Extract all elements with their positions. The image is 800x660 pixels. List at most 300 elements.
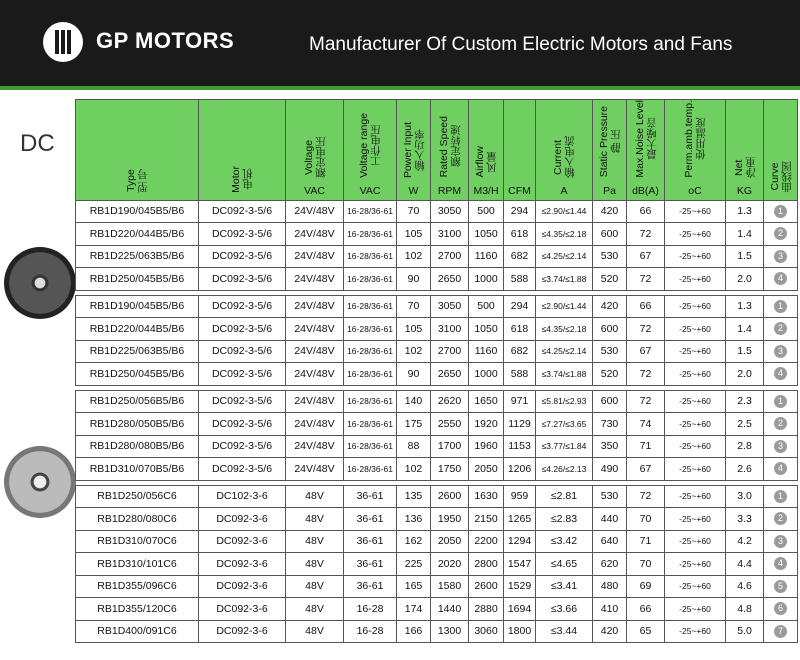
table-cell: DC092-3-6 [199,508,286,531]
table-cell: 3100 [431,318,469,341]
column-header-title: Type [125,169,137,193]
table-cell: DC092-3-5/6 [199,413,286,436]
table-cell: 105 [397,318,431,341]
table-cell: DC092-3-6 [199,598,286,621]
column-header-title: Motor [230,165,242,193]
table-cell: 2800 [469,553,504,576]
table-cell: RB1D190/045B5/B6 [76,295,199,318]
table-cell [764,575,798,598]
table-row [76,200,798,223]
brand-name: GP MOTORS [96,28,235,53]
table-cell: 1000 [469,268,504,291]
table-body [76,200,798,643]
table-cell: 3.0 [726,485,764,508]
table-cell: 682 [504,340,536,363]
table-cell: 420 [593,200,627,223]
table-cell: 500 [469,295,504,318]
column-header-title: Power Input [401,121,414,178]
table-row [76,413,798,436]
table-cell: -25~+60 [665,553,726,576]
table-row [76,620,798,643]
table-row [76,340,798,363]
table-cell: 24V/48V [286,413,344,436]
fan-image [4,247,76,319]
table-cell: 1153 [504,435,536,458]
table-cell: 48V [286,530,344,553]
table-cell [764,413,798,436]
table-cell: 2700 [431,245,469,268]
table-cell: 16-28/36-61 [344,223,397,246]
column-header-cn: 工作电压 [370,124,382,167]
table-cell: 1160 [469,245,504,268]
table-cell: 72 [627,318,665,341]
table-cell: 294 [504,295,536,318]
table-cell: ≤3.41 [536,575,593,598]
curve-number-icon: 2 [774,417,787,430]
table-cell: 600 [593,318,627,341]
column-header-label [230,166,254,193]
table-cell: 66 [627,598,665,621]
table-cell: ≤2.90/≤1.44 [536,295,593,318]
table-cell: 1950 [431,508,469,531]
table-cell: ≤4.26/≤2.13 [536,458,593,481]
table-cell: 3.3 [726,508,764,531]
table-row [76,318,798,341]
table-row [76,363,798,386]
table-cell: DC092-3-5/6 [199,435,286,458]
table-cell: -25~+60 [665,340,726,363]
column-unit: Pa [603,184,616,197]
column-header-label [598,106,622,177]
table-cell: 3050 [431,200,469,223]
table-cell: 420 [593,620,627,643]
table-cell: RB1D250/056C6 [76,485,199,508]
table-cell: 2.5 [726,413,764,436]
table-cell [764,390,798,413]
table-cell: 74 [627,413,665,436]
table-cell: 2880 [469,598,504,621]
table-cell: 4.6 [726,575,764,598]
table-cell: 1920 [469,413,504,436]
table-cell: ≤3.77/≤1.84 [536,435,593,458]
table-cell [764,340,798,363]
column-header-cn: 使用温度 [695,117,707,160]
table-cell: RB1D310/101C6 [76,553,199,576]
table-cell [764,363,798,386]
table-cell: 140 [397,390,431,413]
table-cell: ≤3.66 [536,598,593,621]
table-cell: RB1D220/044B5/B6 [76,223,199,246]
table-cell: 1547 [504,553,536,576]
table-cell [764,268,798,291]
table-cell: 1050 [469,318,504,341]
table-row [76,508,798,531]
table-cell: 588 [504,268,536,291]
table-row [76,530,798,553]
table-cell: ≤4.25/≤2.14 [536,245,593,268]
table-cell: 4.2 [726,530,764,553]
table-cell: RB1D355/096C6 [76,575,199,598]
table-cell: 16-28/36-61 [344,268,397,291]
column-unit: M3/H [473,184,499,197]
table-cell: 90 [397,363,431,386]
table-cell: 65 [627,620,665,643]
table-cell: 72 [627,363,665,386]
column-header-cn: 风量 [486,151,498,173]
column-header [665,100,726,201]
table-cell: 618 [504,223,536,246]
column-header-title: Current [552,139,564,175]
table-cell: RB1D225/063B5/B6 [76,340,199,363]
table-cell: 640 [593,530,627,553]
table-cell: 1750 [431,458,469,481]
table-row [76,223,798,246]
table-cell: -25~+60 [665,390,726,413]
table-cell: 4.8 [726,598,764,621]
table-cell: DC092-3-5/6 [199,340,286,363]
table-cell: 1.3 [726,295,764,318]
table-cell: 682 [504,245,536,268]
table-cell: 350 [593,435,627,458]
table-cell [764,435,798,458]
curve-number-icon: 6 [774,602,787,615]
table-cell: 1800 [504,620,536,643]
spec-table [75,99,798,643]
table-cell: ≤4.35/≤2.18 [536,318,593,341]
table-cell: DC092-3-6 [199,530,286,553]
table-cell: -25~+60 [665,200,726,223]
table-cell: 72 [627,223,665,246]
table-row [76,575,798,598]
column-header-title: Net [732,158,745,176]
table-cell: ≤3.42 [536,530,593,553]
column-header-cn: 最大噪音 [645,117,658,160]
table-cell: -25~+60 [665,435,726,458]
table-cell: ≤3.74/≤1.88 [536,268,593,291]
table-cell: 162 [397,530,431,553]
table-cell: DC102-3-6 [199,485,286,508]
table-cell: 24V/48V [286,200,344,223]
column-header-label [474,146,498,178]
table-cell: 2550 [431,413,469,436]
table-row [76,485,798,508]
table-row [76,553,798,576]
table-cell: RB1D310/070B5/B6 [76,458,199,481]
table-cell: ≤2.83 [536,508,593,531]
table-cell: -25~+60 [665,458,726,481]
column-header-title: Airflow [474,146,486,178]
table-cell: 36-61 [344,553,397,576]
table-cell: 1160 [469,340,504,363]
table-cell: RB1D280/050B5/B6 [76,413,199,436]
tagline: Manufacturer Of Custom Electric Motors and Fans [309,34,733,55]
table-cell: ≤4.65 [536,553,593,576]
column-header [397,100,431,201]
table-cell: 620 [593,553,627,576]
table-cell: DC092-3-5/6 [199,223,286,246]
column-header [76,100,199,201]
table-cell: -25~+60 [665,268,726,291]
curve-number-icon: 4 [774,367,787,380]
column-header [726,100,764,201]
table-cell: 69 [627,575,665,598]
column-header-label [402,122,426,178]
column-header-label [733,157,757,178]
curve-number-icon: 3 [774,345,787,358]
table-cell: 225 [397,553,431,576]
table-cell: 2150 [469,508,504,531]
table-cell: DC092-3-5/6 [199,458,286,481]
table-cell: 1000 [469,363,504,386]
table-cell: RB1D250/045B5/B6 [76,268,199,291]
table-cell: RB1D250/056B5/B6 [76,390,199,413]
table-cell: 2650 [431,268,469,291]
table-cell: 24V/48V [286,318,344,341]
table-cell [764,530,798,553]
table-cell: 3050 [431,295,469,318]
table-cell: 618 [504,318,536,341]
column-header [286,100,344,201]
table-cell: -25~+60 [665,530,726,553]
table-cell: 174 [397,598,431,621]
column-header [536,100,593,201]
table-cell: 36-61 [344,530,397,553]
table-cell: DC092-3-5/6 [199,245,286,268]
curve-number-icon: 2 [774,227,787,240]
table-cell: 1294 [504,530,536,553]
column-header-cn: 静 压 [609,130,622,154]
column-header-cn: 输入电流 [564,135,576,178]
curve-number-icon: 3 [774,250,787,263]
table-cell: 1050 [469,223,504,246]
table-cell: ≤2.81 [536,485,593,508]
table-cell: 1129 [504,413,536,436]
table-cell: 72 [627,390,665,413]
table-cell: 1.3 [726,200,764,223]
table-cell: 48V [286,508,344,531]
table-cell: 971 [504,390,536,413]
table-cell: 67 [627,340,665,363]
table-cell: -25~+60 [665,485,726,508]
curve-number-icon: 3 [774,440,787,453]
column-header-cn: 曲线图 [780,161,793,193]
table-cell: 420 [593,295,627,318]
curve-number-icon: 2 [774,322,787,335]
table-cell: RB1D280/080C6 [76,508,199,531]
table-cell: 102 [397,245,431,268]
table-cell: 730 [593,413,627,436]
curve-number-icon: 4 [774,462,787,475]
table-cell: 1.4 [726,318,764,341]
table-cell: 520 [593,268,627,291]
table-cell: 2650 [431,363,469,386]
table-cell: -25~+60 [665,318,726,341]
table-cell: 600 [593,390,627,413]
table-cell: ≤4.25/≤2.14 [536,340,593,363]
table-header-row [76,100,798,201]
table-cell: 1300 [431,620,469,643]
table-cell: 2050 [469,458,504,481]
table-cell: 2.0 [726,268,764,291]
table-row [76,435,798,458]
table-cell: 16-28/36-61 [344,458,397,481]
table-cell: 135 [397,485,431,508]
table-row [76,268,798,291]
table-cell: 70 [627,553,665,576]
curve-number-icon: 1 [774,395,787,408]
table-cell [764,553,798,576]
table-cell: 1960 [469,435,504,458]
table-cell: -25~+60 [665,575,726,598]
table-cell: 16-28/36-61 [344,340,397,363]
table-cell: ≤3.74/≤1.88 [536,363,593,386]
column-header [344,100,397,201]
curve-number-icon: 2 [774,512,787,525]
table-cell: 24V/48V [286,435,344,458]
table-cell: DC092-3-6 [199,575,286,598]
column-header-cn: 输入功率 [413,128,426,171]
table-cell: DC092-3-5/6 [199,268,286,291]
table-cell: 2.8 [726,435,764,458]
column-header-label [125,169,149,193]
table-cell: 588 [504,363,536,386]
table-cell: -25~+60 [665,413,726,436]
table-cell: 16-28 [344,598,397,621]
table-cell [764,508,798,531]
table-cell: 16-28/36-61 [344,245,397,268]
table-cell: -25~+60 [665,223,726,246]
table-cell: ≤5.81/≤2.93 [536,390,593,413]
column-header-label [438,116,462,177]
table-cell: 1.5 [726,245,764,268]
table-cell: 24V/48V [286,245,344,268]
table-cell: 166 [397,620,431,643]
table-cell: DC092-3-5/6 [199,390,286,413]
table-cell: 71 [627,530,665,553]
column-header-title: Rated Speed [437,116,450,178]
fan-image [4,446,76,518]
table-cell: 24V/48V [286,340,344,363]
section-label: DC [20,130,55,157]
column-unit: RPM [437,184,462,197]
table-cell: 1265 [504,508,536,531]
column-header [199,100,286,201]
table-cell: RB1D225/063B5/B6 [76,245,199,268]
table-cell: 36-61 [344,485,397,508]
column-header-cn: 额定电压 [314,135,327,178]
table-cell: RB1D250/045B5/B6 [76,363,199,386]
table-cell: 600 [593,223,627,246]
table-cell: 16-28/36-61 [344,200,397,223]
column-header-title: Voltage [302,139,315,175]
table-cell: -25~+60 [665,620,726,643]
table-cell: 2.0 [726,363,764,386]
table-cell: 2020 [431,553,469,576]
column-header [627,100,665,201]
table-cell: 5.0 [726,620,764,643]
column-header [431,100,469,201]
table-cell: DC092-3-6 [199,620,286,643]
curve-number-icon: 7 [774,625,787,638]
table-cell [764,620,798,643]
table-cell: 72 [627,485,665,508]
column-header-title: Static Pressure [597,106,610,178]
table-cell [764,318,798,341]
column-unit: dB(A) [632,184,659,197]
column-header [504,100,536,201]
table-cell: -25~+60 [665,598,726,621]
table-cell: 102 [397,458,431,481]
table-cell: 24V/48V [286,295,344,318]
column-unit: CFM [508,184,531,197]
table-cell: 2600 [431,485,469,508]
table-cell: 1700 [431,435,469,458]
column-unit: VAC [304,184,325,197]
column-header-label [303,136,327,178]
table-cell: DC092-3-5/6 [199,318,286,341]
table-cell: -25~+60 [665,363,726,386]
table-cell [764,200,798,223]
table-cell: RB1D190/045B5/B6 [76,200,199,223]
table-cell: ≤7.27/≤3.65 [536,413,593,436]
table-cell [764,245,798,268]
table-cell: 72 [627,268,665,291]
column-header-cn: 型 号 [137,168,149,193]
table-cell: 1.4 [726,223,764,246]
column-header-cn: 电机 [242,168,254,190]
column-header [593,100,627,201]
table-cell: 88 [397,435,431,458]
table-cell: 48V [286,598,344,621]
table-cell: 1694 [504,598,536,621]
table-cell: ≤3.44 [536,620,593,643]
table-cell: 16-28/36-61 [344,390,397,413]
column-header-label [552,136,576,178]
table-cell: 530 [593,340,627,363]
table-cell: 4.4 [726,553,764,576]
curve-number-icon: 1 [774,490,787,503]
table-cell: RB1D355/120C6 [76,598,199,621]
table-cell: ≤4.35/≤2.18 [536,223,593,246]
table-cell: 24V/48V [286,268,344,291]
table-cell: 2050 [431,530,469,553]
table-cell: 2.3 [726,390,764,413]
table-cell: 440 [593,508,627,531]
table-row [76,390,798,413]
header-accent-line [0,86,800,90]
table-cell: 48V [286,620,344,643]
table-cell: -25~+60 [665,508,726,531]
table-cell: 530 [593,245,627,268]
table-cell [764,295,798,318]
table-cell: 3100 [431,223,469,246]
table-cell: 480 [593,575,627,598]
table-cell: 410 [593,598,627,621]
table-cell: 136 [397,508,431,531]
gp-logo-icon [43,22,83,62]
table-cell: 16-28/36-61 [344,295,397,318]
curve-number-icon: 1 [774,205,787,218]
table-cell: 70 [627,508,665,531]
table-cell [764,223,798,246]
table-cell: 71 [627,435,665,458]
column-header-title: Voltage range [358,112,370,178]
column-unit: W [408,184,419,197]
table-cell: 1650 [469,390,504,413]
column-header [764,100,798,201]
table-row [76,598,798,621]
header-banner [0,0,800,90]
